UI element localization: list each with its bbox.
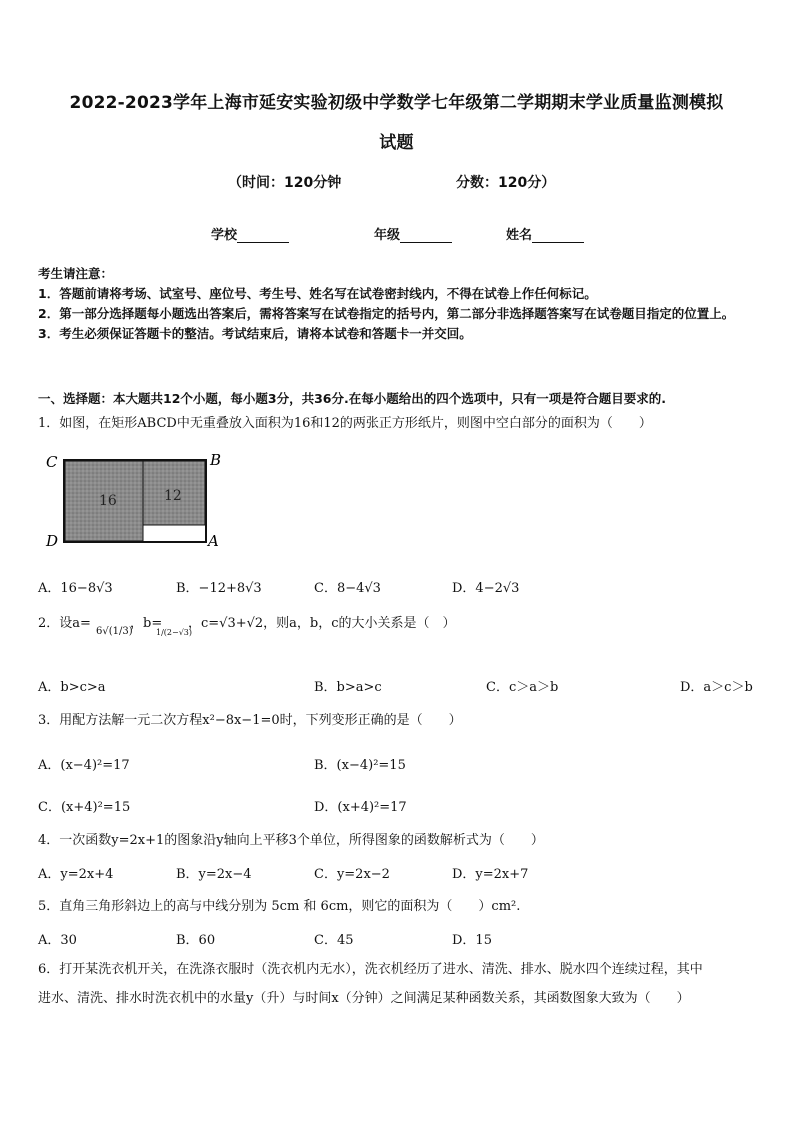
q3-stem: 3．用配方法解一元二次方程x²−8x−1=0时，下列变形正确的是（ ）: [38, 713, 462, 728]
vertex-d: D: [46, 532, 59, 550]
vertex-a: A: [208, 532, 219, 550]
label-16: 16: [99, 493, 117, 509]
grade-label: 年级: [374, 228, 401, 243]
q2-option-c[interactable]: C．c＞a＞b: [486, 680, 559, 695]
school-label: 学校: [211, 228, 238, 243]
label-12: 12: [164, 488, 182, 504]
q2-a-value: 6√(1/3): [96, 626, 133, 637]
q2-option-a[interactable]: A．b>c>a: [38, 680, 106, 695]
q1-option-d[interactable]: D．4−2√3: [452, 581, 520, 596]
vertex-c: C: [46, 453, 58, 471]
section-heading: 一、选择题：本大题共12个小题，每小题3分，共36分.在每小题给出的四个选项中，只有一项是符合题目要求的.: [38, 391, 666, 406]
q3-option-c[interactable]: C．(x+4)²=15: [38, 800, 131, 815]
q1-figure: [44, 448, 234, 552]
q1-option-a[interactable]: A．16−8√3: [38, 581, 113, 596]
page-title-line2: 试题: [379, 133, 414, 153]
notice-heading: 考生请注意：: [38, 266, 114, 281]
q2-option-b[interactable]: B．b>a>c: [314, 680, 382, 695]
q4-option-d[interactable]: D．y=2x+7: [452, 867, 529, 882]
vertex-b: B: [210, 451, 222, 469]
page-title: 2022-2023学年上海市延安实验初级中学数学七年级第二学期期末学业质量监测模拟: [69, 93, 724, 113]
notice-item-1: 1．答题前请将考场、试室号、座位号、考生号、姓名写在试卷密封线内，不得在试卷上作任何标记。: [38, 286, 597, 301]
name-field[interactable]: [506, 224, 584, 243]
q2-stem-b: ，b=: [130, 616, 163, 631]
q1-option-b[interactable]: B．−12+8√3: [176, 581, 262, 596]
q5-option-c[interactable]: C．45: [314, 933, 354, 948]
q3-option-a[interactable]: A．(x−4)²=17: [38, 758, 130, 773]
notice-block: [38, 264, 758, 344]
q2-b-value: 1/(2−√3): [156, 628, 193, 637]
notice-item-2: 2．第一部分选择题每小题选出答案后，需将答案写在试卷指定的括号内，第二部分非选择题答案写在试卷题目指定的位置上。: [38, 306, 735, 321]
q6-stem-line2: 进水、清洗、排水时洗衣机中的水量y（升）与时间x（分钟）之间满足某种函数关系，其函数图象大致为（ ）: [38, 991, 690, 1006]
school-blank[interactable]: [237, 229, 289, 243]
school-field[interactable]: [211, 224, 289, 243]
q2-stem-a: 2．设a=: [38, 616, 91, 631]
q3-option-d[interactable]: D．(x+4)²=17: [314, 800, 407, 815]
q2-stem-c: ，c=√3+√2，则a，b，c的大小关系是（ ）: [188, 616, 456, 631]
name-blank[interactable]: [532, 229, 584, 243]
name-label: 姓名: [506, 228, 533, 243]
notice-item-3: 3．考生必须保证答题卡的整洁。考试结束后，请将本试卷和答题卡一并交回。: [38, 326, 472, 341]
grade-blank[interactable]: [400, 229, 452, 243]
q2-option-d[interactable]: D．a＞c＞b: [680, 680, 753, 695]
q4-option-a[interactable]: A．y=2x+4: [38, 867, 114, 882]
q4-option-c[interactable]: C．y=2x−2: [314, 867, 390, 882]
q4-option-b[interactable]: B．y=2x−4: [176, 867, 252, 882]
exam-time: （时间：120分钟: [228, 175, 342, 191]
grade-field[interactable]: [374, 224, 452, 243]
q5-option-a[interactable]: A．30: [38, 933, 77, 948]
q1-option-c[interactable]: C．8−4√3: [314, 581, 381, 596]
exam-score: 分数：120分）: [456, 175, 556, 191]
q4-stem: 4．一次函数y=2x+1的图象沿y轴向上平移3个单位，所得图象的函数解析式为（ ）: [38, 833, 544, 848]
q3-option-b[interactable]: B．(x−4)²=15: [314, 758, 406, 773]
q5-option-b[interactable]: B．60: [176, 933, 216, 948]
q6-stem-line1: 6．打开某洗衣机开关，在洗涤衣服时（洗衣机内无水），洗衣机经历了进水、清洗、排水、脱水四个连续过程，其中: [38, 962, 703, 977]
q5-stem: 5．直角三角形斜边上的高与中线分别为 5cm 和 6cm，则它的面积为（ ）cm².: [38, 899, 521, 914]
q1-stem: 1．如图，在矩形ABCD中无重叠放入面积为16和12的两张正方形纸片，则图中空白部分的面积为（ ）: [38, 416, 652, 431]
q5-option-d[interactable]: D．15: [452, 933, 492, 948]
